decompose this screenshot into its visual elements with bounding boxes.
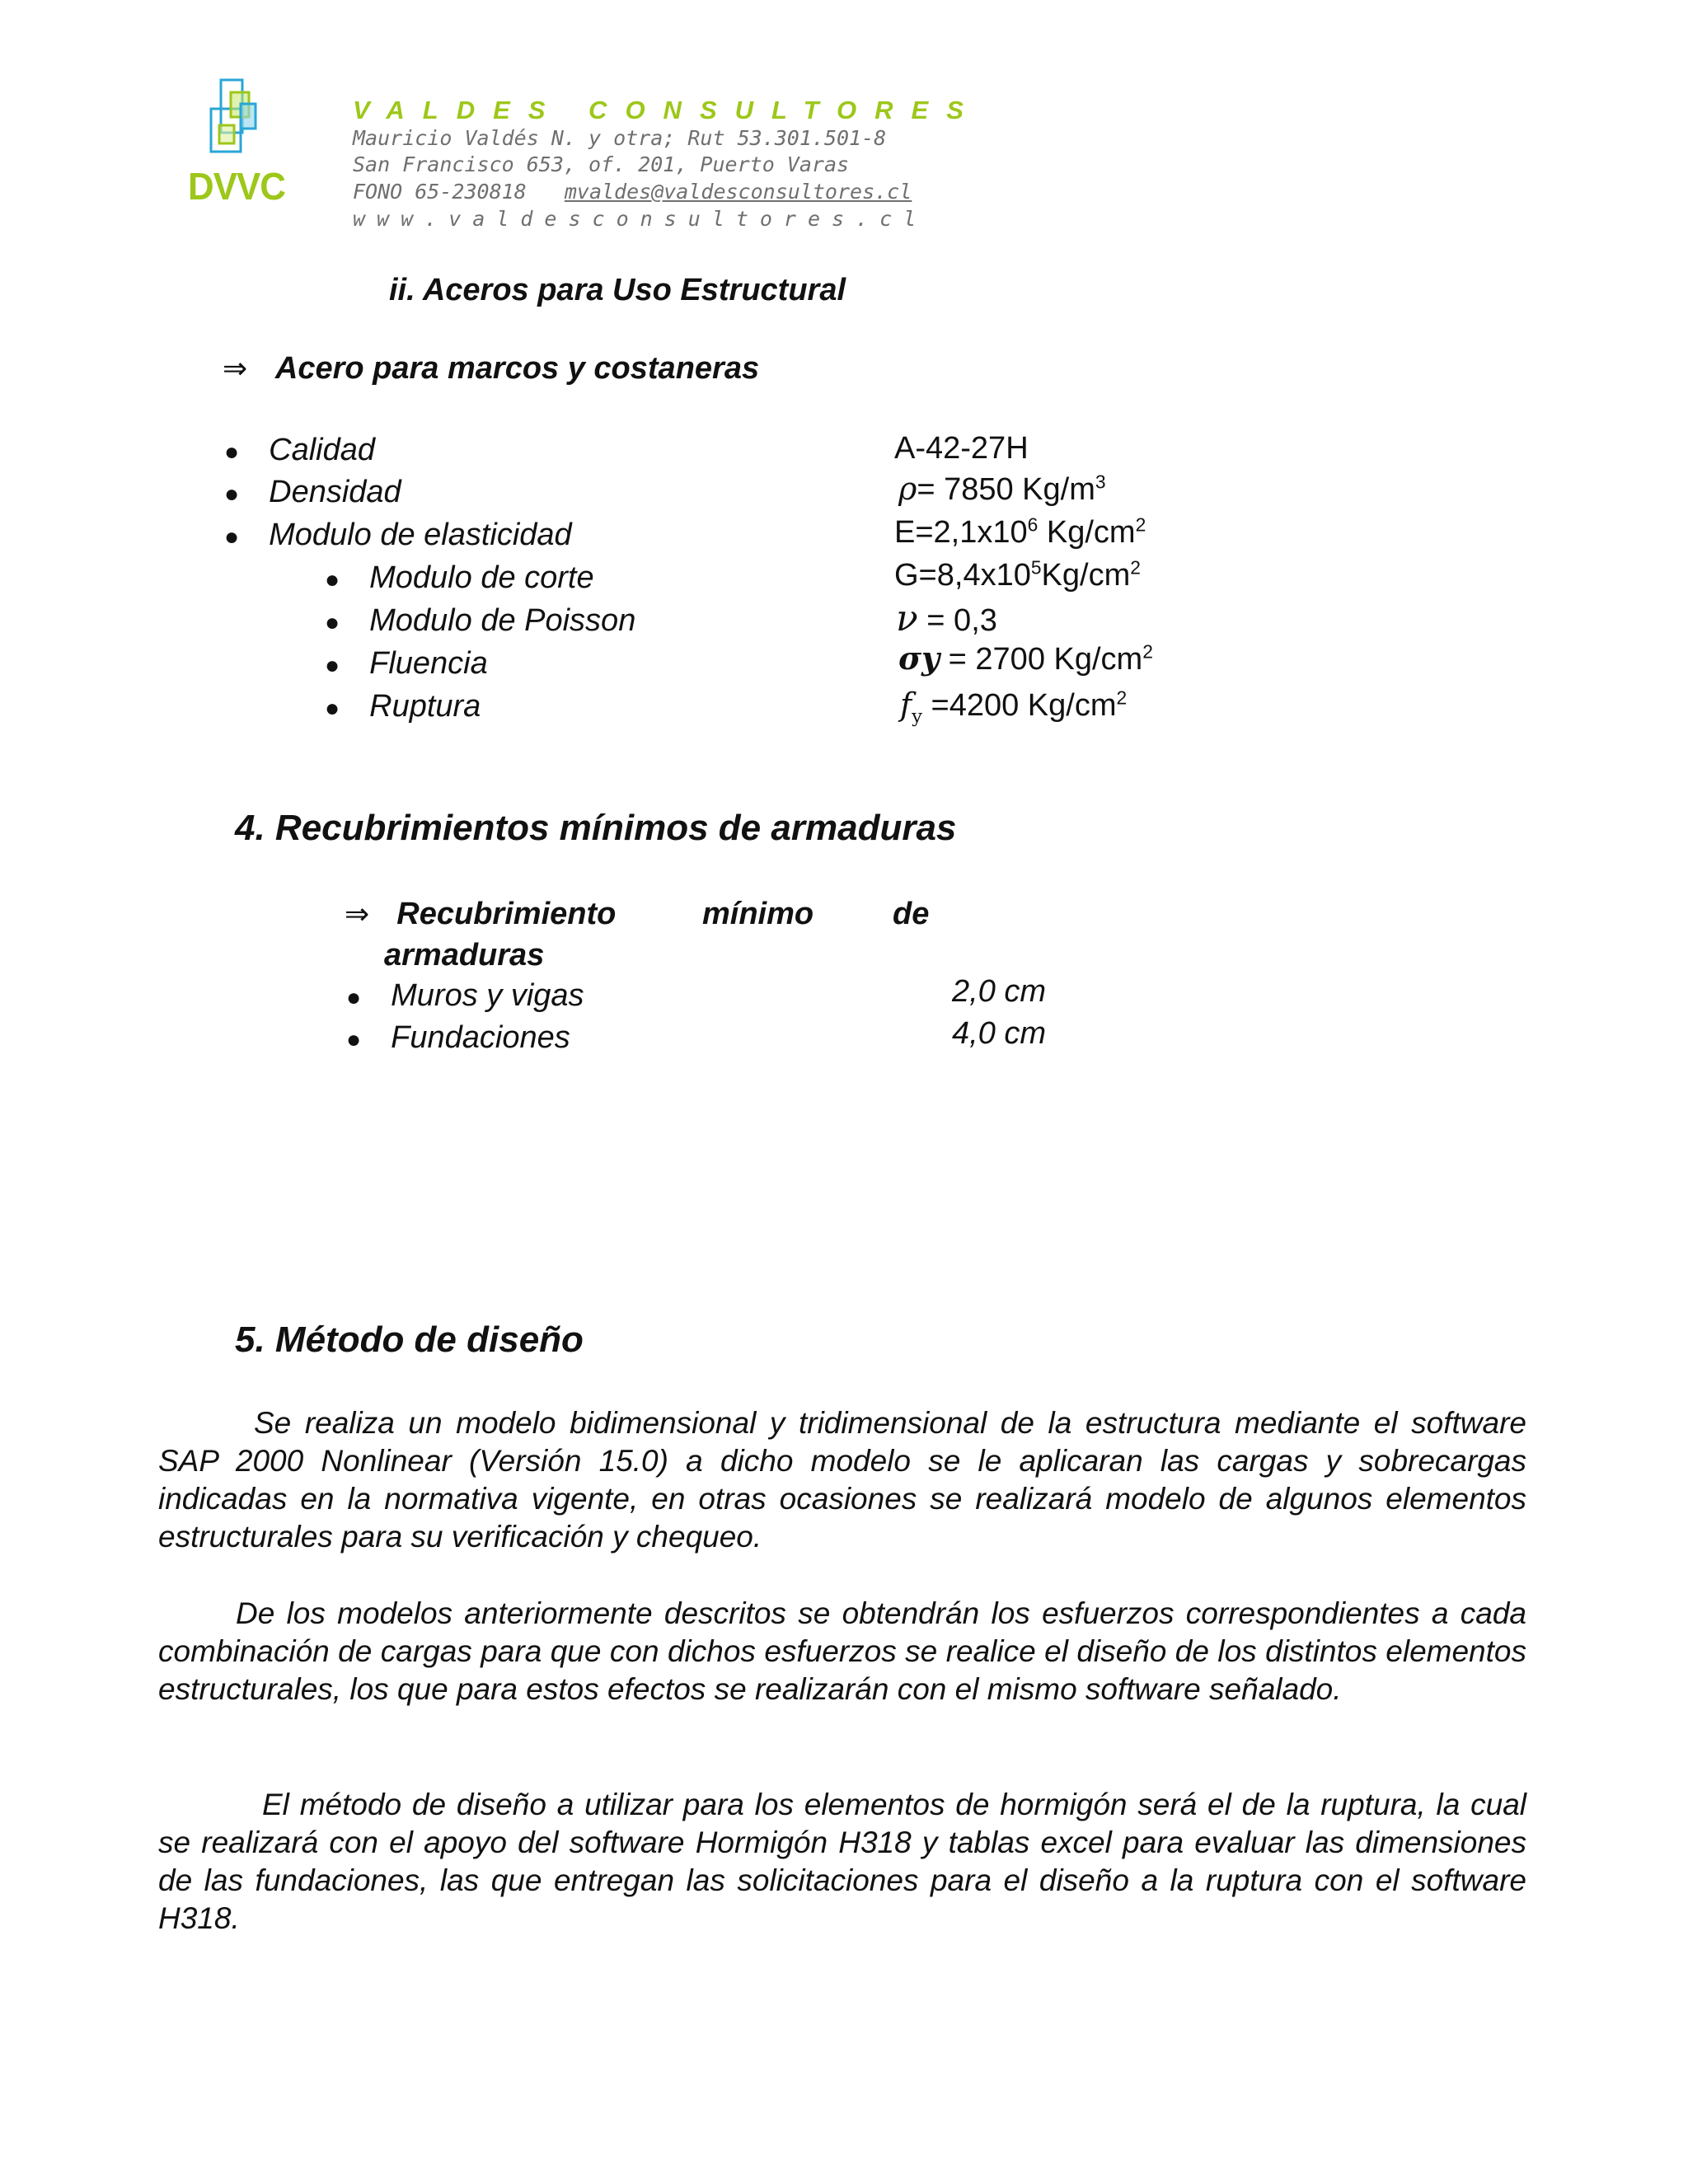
- company-logo: [188, 76, 285, 208]
- value-elasticidad: [894, 513, 1146, 550]
- bullet-icon: ●: [325, 566, 340, 593]
- bullet-icon: ●: [224, 480, 240, 508]
- exponent: 2: [1116, 687, 1128, 709]
- exponent: 2: [1130, 556, 1141, 579]
- value-text: = 0,3: [917, 603, 997, 638]
- value-poisson: [896, 598, 997, 640]
- value-text: = 2700 Kg/cm: [940, 642, 1143, 677]
- exponent: 2: [1142, 640, 1153, 663]
- list-item-label: Fluencia: [369, 646, 488, 681]
- list-item: [346, 980, 584, 1011]
- list-item-label: Modulo de Poisson: [369, 603, 636, 638]
- bullet-icon: ●: [346, 1026, 362, 1053]
- exponent: 5: [1030, 556, 1042, 579]
- company-name: VALDES CONSULTORES: [353, 96, 982, 124]
- steel-subtitle: [223, 353, 759, 384]
- header-line-1: Mauricio Valdés N. y otra; Rut 53.301.501-8: [353, 126, 887, 150]
- list-item: [224, 519, 572, 551]
- list-item: [346, 1022, 570, 1053]
- bullet-icon: ●: [346, 984, 362, 1011]
- list-item-label: Modulo de elasticidad: [269, 518, 572, 552]
- logo-text: DVVC: [188, 165, 285, 208]
- arrow-right-icon: ⇒: [345, 897, 370, 930]
- header-contact: [353, 181, 912, 202]
- paragraph: El método de diseño a utilizar para los elementos de hormigón será el de la ruptura, la cual se realizará con el apoyo del software Hormigón H318 y tablas excel para evaluar las dimensiones de las fundaciones, las que entregan las solicitaciones para el diseño a la ruptura con el software H318.: [158, 1788, 1526, 1935]
- logo-squares-icon: [211, 80, 256, 152]
- value-text: E=2,1x10: [894, 515, 1028, 550]
- arrow-right-icon: ⇒: [223, 351, 248, 385]
- steel-subtitle-text: Acero para marcos y costaneras: [274, 351, 760, 386]
- subtitle-line-2: armaduras: [384, 938, 545, 972]
- subtitle-word: Recubrimiento: [396, 897, 617, 931]
- list-item: [224, 476, 401, 508]
- list-item-label: Densidad: [269, 475, 401, 509]
- subtitle-word: mínimo: [702, 897, 814, 931]
- value-corte: [894, 556, 1141, 593]
- bullet-icon: ●: [224, 438, 240, 466]
- section-4-subtitle: [345, 898, 616, 930]
- list-item: [325, 648, 488, 679]
- section-4-heading: 4. Recubrimientos mínimos de armaduras: [235, 808, 957, 848]
- value-text: = 7850 Kg/m: [917, 472, 1095, 507]
- exponent: 2: [1135, 513, 1146, 536]
- paragraph: Se realiza un modelo bidimensional y tridimensional de la estructura mediante el software SAP 2000 Nonlinear (Versión 15.0) a dicho modelo se le aplicaran las cargas y sobrecargas indicadas en la normativa vigente, en otras ocasiones se realizará modelo de algunos elementos estructurales para su verificación y chequeo.: [158, 1406, 1526, 1554]
- header-website: www.valdesconsultores.cl: [353, 207, 928, 231]
- f-symbol: f: [900, 687, 912, 723]
- list-item: [224, 434, 375, 466]
- value-densidad: [898, 473, 1106, 505]
- exponent: 6: [1027, 513, 1039, 536]
- exponent: 3: [1095, 471, 1106, 493]
- rho-symbol: ρ: [898, 471, 917, 507]
- header-email-link[interactable]: mvaldes@valdesconsultores.cl: [564, 180, 912, 204]
- list-item: [325, 605, 635, 636]
- header-line-2: San Francisco 653, of. 201, Puerto Varas: [353, 152, 850, 176]
- value-text: G=8,4x10: [894, 558, 1031, 593]
- cover-value: 2,0 cm: [952, 974, 1047, 1009]
- value-ruptura: [900, 687, 1128, 728]
- list-item-label: Calidad: [269, 433, 375, 467]
- bullet-icon: ●: [325, 609, 340, 636]
- list-item-label: Muros y vigas: [391, 978, 584, 1013]
- value-text: =4200 Kg/cm: [921, 688, 1117, 723]
- bullet-icon: ●: [325, 695, 340, 722]
- paragraph: De los modelos anteriormente descritos se obtendrán los esfuerzos correspondientes a cada combinación de cargas para que con dichos esfuerzos se realice el diseño de los distintos elementos estructurales, los que para estos efectos se realizarán con el mismo software señalado.: [158, 1596, 1526, 1706]
- list-item: [325, 691, 481, 722]
- value-calidad: A-42-27H: [894, 431, 1029, 466]
- section-5-heading: 5. Método de diseño: [235, 1319, 584, 1360]
- list-item-label: Modulo de corte: [369, 560, 594, 595]
- list-item: [325, 562, 594, 593]
- cover-value: 4,0 cm: [952, 1016, 1047, 1051]
- value-fluencia: [898, 640, 1153, 677]
- list-item-label: Fundaciones: [391, 1020, 570, 1055]
- unit-text: Kg/cm: [1038, 515, 1136, 550]
- list-item-label: Ruptura: [369, 689, 481, 724]
- subscript: y: [912, 705, 922, 728]
- bullet-icon: ●: [224, 523, 240, 551]
- steel-section-title: ii. Aceros para Uso Estructural: [389, 273, 846, 307]
- bullet-icon: ●: [325, 652, 340, 679]
- sigma-y-symbol: σy: [898, 640, 940, 677]
- unit-text: Kg/cm: [1041, 558, 1131, 593]
- nu-symbol: ν: [896, 598, 918, 640]
- subtitle-word: de: [893, 897, 930, 931]
- header-phone: FONO 65-230818: [353, 180, 527, 204]
